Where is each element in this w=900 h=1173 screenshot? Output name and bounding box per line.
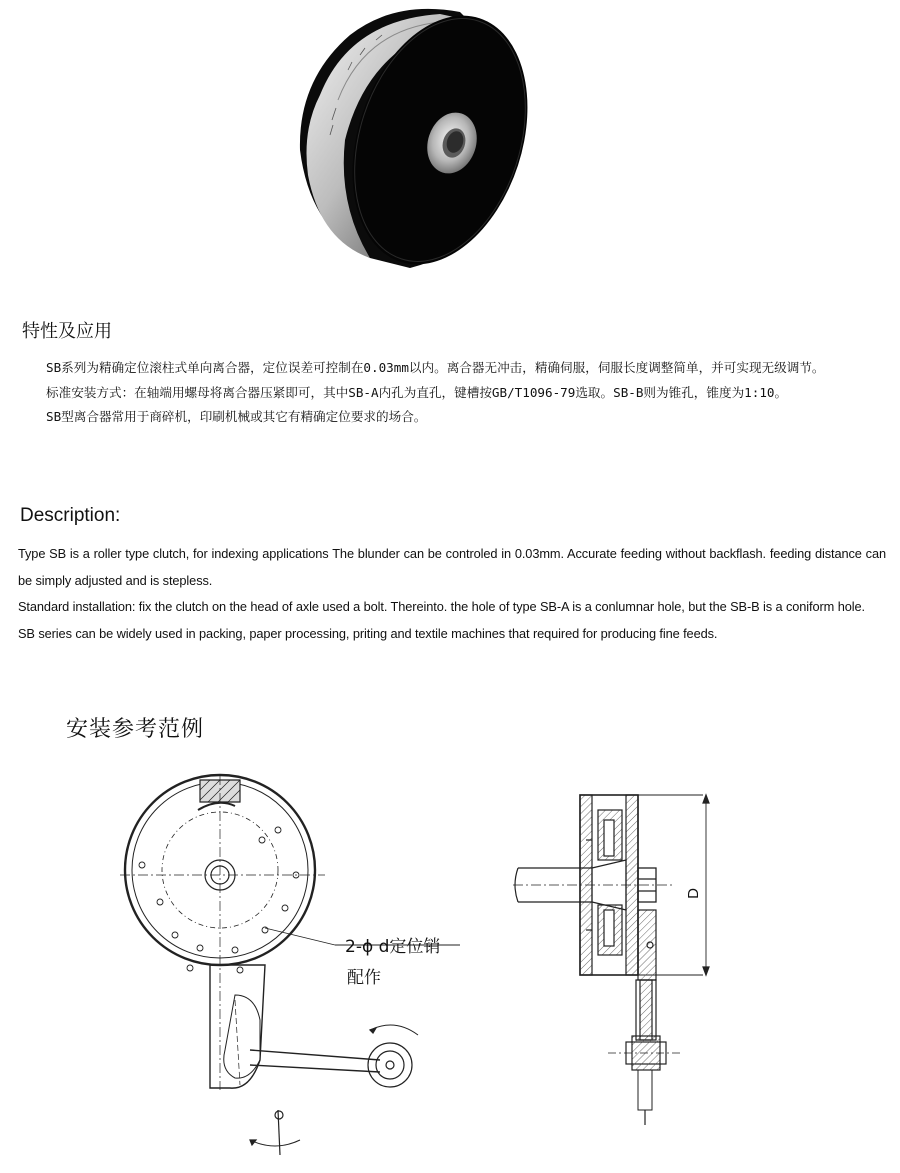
installation-heading: 安装参考范例 [66,717,205,742]
en-paragraph: Standard installation: fix the clutch on the head of axle used a bolt. Thereinto. the hole of type SB-A is a conlumnar hole, but the SB-B is a coniform hole. [18,599,865,614]
section-heading-en: Description: [20,505,121,526]
en-paragraph: SB series can be widely used in packing, paper processing, priting and textile machines that required for producing fine feeds. [18,625,718,641]
installation-front-view-drawing [100,760,480,1173]
en-description [18,541,886,647]
product-photo [290,0,550,275]
cn-paragraph: SB系列为精确定位滚柱式单向离合器，定位误差可控制在0.03mm以内。离合器无冲击，精确伺服，伺服长度调整简单，并可实现无级调节。 [46,360,825,375]
installation-section-view-drawing [508,780,748,1173]
en-paragraph: Type SB is a roller type clutch, for indexing applications The blunder can be controled in 0.03mm. Accurate feeding without backflash. feeding distance can be simply adjusted and is stepless. [18,546,886,588]
dowel-pin-callout: 2-ϕ d定位销 [345,937,441,957]
diameter-dimension-label: D [684,888,702,899]
cn-paragraph: 标准安装方式：在轴端用螺母将离合器压紧即可，其中SB-A内孔为直孔，键槽按GB/T1096-79选取。SB-B则为锥孔，锥度为1:10。 [46,384,788,400]
cn-paragraph: SB型离合器常用于商碎机，印刷机械或其它有精确定位要求的场合。 [46,409,427,424]
cn-description [18,356,884,430]
section-heading-cn: 特性及应用 [22,321,112,342]
dowel-pin-note: 配作 [347,968,381,988]
